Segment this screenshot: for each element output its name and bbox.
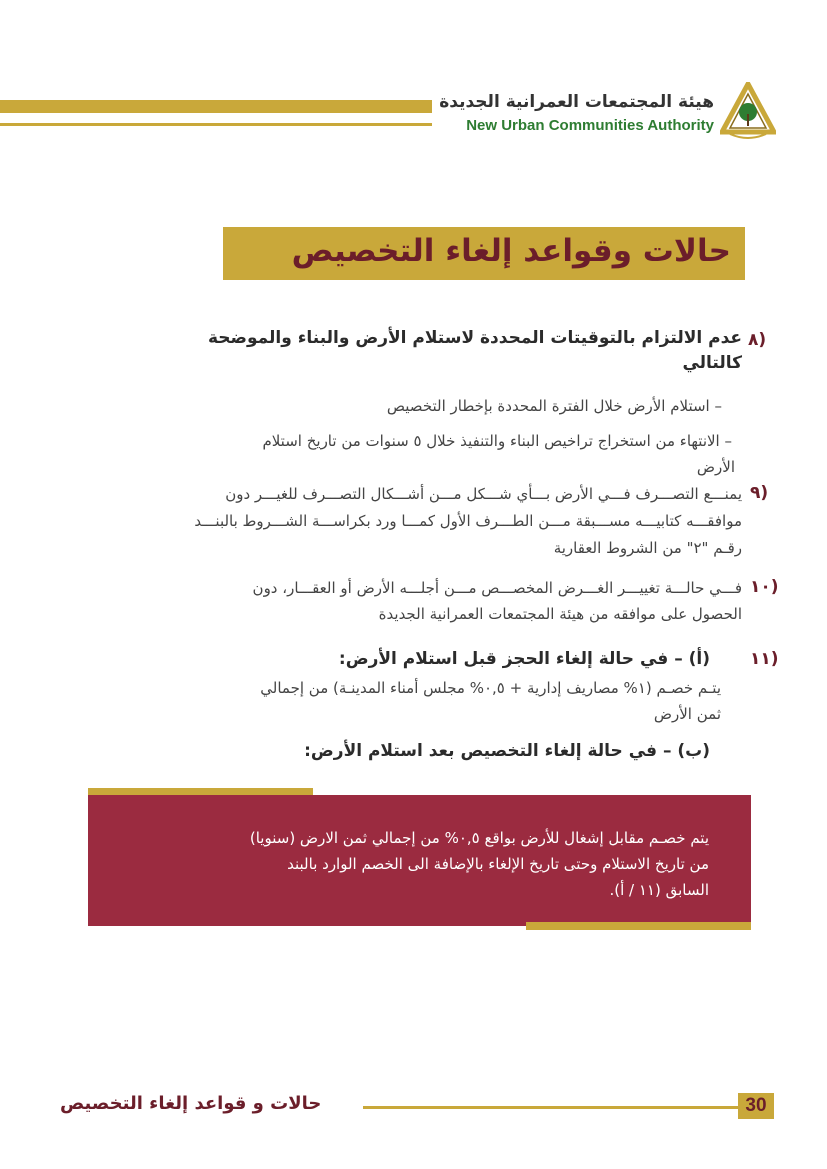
item-9-line3: رقـم "٢" من الشروط العقارية xyxy=(553,539,742,557)
item-10-line1: فـــي حالـــة تغييـــر الغـــرض المخصـــص مـــن أجلـــه الأرض أو العقـــار، دون xyxy=(252,579,742,597)
header-gold-bar xyxy=(0,100,432,113)
footer-divider xyxy=(363,1106,738,1109)
item-11b-heading: (ب) – في حالة إلغاء التخصيص بعد استلام الأرض: xyxy=(304,741,710,761)
page-title-banner xyxy=(223,227,745,280)
item-10-number: (١٠ xyxy=(750,577,779,597)
item-9-line2: موافقـــه كتابيـــه مســـبقة مـــن الطـــرف الأول كمـــا ورد بكراســـة الشـــروط بالبنـــد xyxy=(194,512,742,530)
item-11a-line1: يتـم خصـم (١% مصاريف إدارية + ٠,٥% مجلس أمناء المدينـة) من إجمالي xyxy=(260,679,721,697)
item-8-bullet2-line2: الأرض xyxy=(696,458,735,476)
org-name-english: New Urban Communities Authority xyxy=(466,117,714,134)
item-9-line1: يمنـــع التصـــرف فـــي الأرض بـــأي شـــكل مـــن أشـــكال التصـــرف للغيـــر دون xyxy=(225,485,742,503)
item-10-line2: الحصول على موافقه من هيئة المجتمعات العمرانية الجديدة xyxy=(378,605,742,623)
item-8-line2: كالتالي xyxy=(682,353,742,373)
highlight-box-line1: يتم خصـم مقابل إشغال للأرض بواقع ٠,٥% من إجمالي ثمن الارض (سنويا) xyxy=(249,829,709,847)
nuca-logo-icon xyxy=(720,82,776,142)
item-8-line1: عدم الالتزام بالتوقيتات المحددة لاستلام الأرض والبناء والموضحة xyxy=(207,328,742,348)
item-11a-line2: ثمن الأرض xyxy=(653,705,721,723)
page-title: حالات وقواعد إلغاء التخصيص xyxy=(291,233,731,269)
highlight-box xyxy=(88,795,751,926)
footer-title: حالات و قواعد إلغاء التخصيص xyxy=(60,1093,322,1114)
org-name-arabic: هيئة المجتمعات العمرانية الجديدة xyxy=(439,92,714,112)
header-gold-thin-bar xyxy=(0,123,432,126)
highlight-box-text xyxy=(119,825,709,903)
item-9-number: (٩ xyxy=(750,483,769,503)
page-number: 30 xyxy=(738,1093,774,1119)
item-8-bullet1: – استلام الأرض خلال الفترة المحددة بإخطار التخصيص xyxy=(386,397,722,415)
item-8-number: (٨ xyxy=(748,330,767,350)
item-11a-heading: (أ) – في حالة إلغاء الحجز قبل استلام الأرض: xyxy=(338,649,710,669)
item-8-bullet2-line1: – الانتهاء من استخراج تراخيص البناء والتنفيذ خلال ٥ سنوات من تاريخ استلام xyxy=(262,432,732,450)
box-bottom-accent xyxy=(526,922,751,930)
highlight-box-line3: السابق (١١ / أ). xyxy=(609,881,709,899)
highlight-box-line2: من تاريخ الاستلام وحتى تاريخ الإلغاء بالإضافة الى الخصم الوارد بالبند xyxy=(287,855,709,873)
item-11-number: (١١ xyxy=(750,649,779,669)
